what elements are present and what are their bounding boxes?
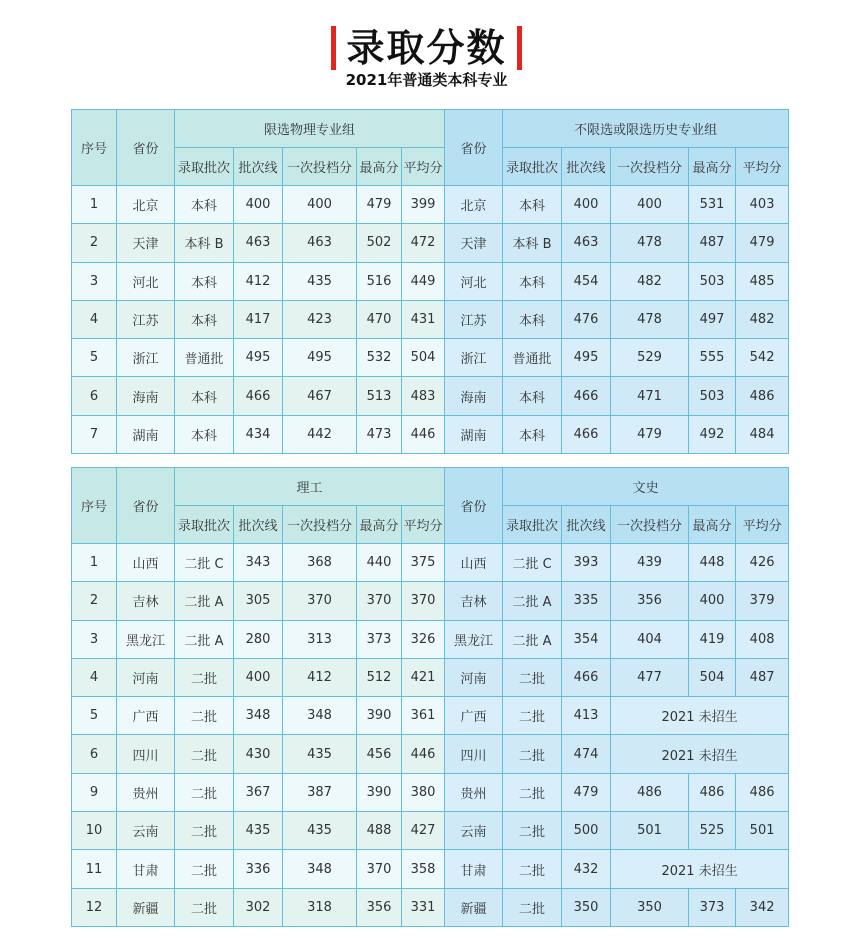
table-cell: 504 bbox=[689, 658, 736, 696]
table-cell: 501 bbox=[736, 812, 789, 850]
table-cell: 本科 bbox=[503, 186, 562, 224]
table-cell: 二批 bbox=[175, 773, 234, 811]
table-cell: 466 bbox=[562, 377, 611, 415]
table-cell: 本科 bbox=[503, 415, 562, 453]
table-cell: 本科 bbox=[175, 415, 234, 453]
table-cell: 本科 B bbox=[175, 224, 234, 262]
table-cell: 393 bbox=[562, 544, 611, 582]
table-row bbox=[72, 850, 789, 888]
table-cell: 361 bbox=[402, 697, 445, 735]
table-cell: 二批 bbox=[503, 773, 562, 811]
table-cell: 454 bbox=[562, 262, 611, 300]
header-subcolumn: 一次投档分 bbox=[283, 506, 357, 544]
header-province: 省份 bbox=[117, 468, 175, 544]
table-cell: 黑龙江 bbox=[445, 620, 503, 658]
table-cell: 487 bbox=[736, 658, 789, 696]
table-cell: 512 bbox=[357, 658, 402, 696]
table-cell: 二批 bbox=[175, 735, 234, 773]
header-subcolumn: 平均分 bbox=[402, 148, 445, 186]
table-cell: 356 bbox=[357, 888, 402, 926]
table-cell: 387 bbox=[283, 773, 357, 811]
table-cell: 497 bbox=[689, 300, 736, 338]
header-subrow bbox=[72, 148, 789, 186]
header-subcolumn: 平均分 bbox=[402, 506, 445, 544]
table-row bbox=[72, 773, 789, 811]
table-row bbox=[72, 224, 789, 262]
table-cell: 467 bbox=[283, 377, 357, 415]
table-cell: 370 bbox=[283, 582, 357, 620]
table-row bbox=[72, 544, 789, 582]
table-cell: 412 bbox=[283, 658, 357, 696]
header-subcolumn: 最高分 bbox=[689, 148, 736, 186]
header-group-right: 不限选或限选历史专业组 bbox=[503, 110, 789, 148]
table-cell: 466 bbox=[562, 658, 611, 696]
table-cell: 421 bbox=[402, 658, 445, 696]
table-cell: 二批 bbox=[175, 658, 234, 696]
table-cell: 472 bbox=[402, 224, 445, 262]
table-cell: 湖南 bbox=[117, 415, 175, 453]
header-row bbox=[72, 110, 789, 148]
table-cell: 413 bbox=[562, 697, 611, 735]
table-cell: 466 bbox=[234, 377, 283, 415]
table-cell: 400 bbox=[611, 186, 689, 224]
table-cell: 12 bbox=[72, 888, 117, 926]
table-cell: 本科 bbox=[503, 300, 562, 338]
header-subcolumn: 录取批次 bbox=[503, 506, 562, 544]
table-cell: 2 bbox=[72, 224, 117, 262]
table-cell: 485 bbox=[736, 262, 789, 300]
header-subcolumn: 最高分 bbox=[357, 148, 402, 186]
table-cell: 二批 A bbox=[175, 582, 234, 620]
page-title: 录取分数 bbox=[331, 26, 521, 70]
table-cell: 二批 C bbox=[503, 544, 562, 582]
table-cell: 442 bbox=[283, 415, 357, 453]
table-cell: 439 bbox=[611, 544, 689, 582]
title-wrap bbox=[0, 26, 853, 70]
table-cell: 404 bbox=[611, 620, 689, 658]
header-subcolumn: 录取批次 bbox=[503, 148, 562, 186]
header-subcolumn: 平均分 bbox=[736, 506, 789, 544]
table-cell: 356 bbox=[611, 582, 689, 620]
header-subcolumn: 最高分 bbox=[357, 506, 402, 544]
header-subcolumn: 批次线 bbox=[234, 148, 283, 186]
header-subcolumn: 批次线 bbox=[562, 148, 611, 186]
table-cell: 吉林 bbox=[445, 582, 503, 620]
table-cell-note: 2021 未招生 bbox=[611, 850, 789, 888]
table-cell: 435 bbox=[283, 735, 357, 773]
table-cell: 3 bbox=[72, 262, 117, 300]
table-cell: 488 bbox=[357, 812, 402, 850]
table-cell: 486 bbox=[689, 773, 736, 811]
table-cell: 二批 C bbox=[175, 544, 234, 582]
table-cell: 280 bbox=[234, 620, 283, 658]
table-cell: 400 bbox=[234, 658, 283, 696]
table-cell: 504 bbox=[402, 339, 445, 377]
table-cell: 二批 A bbox=[175, 620, 234, 658]
page-subtitle: 2021年普通类本科专业 bbox=[345, 71, 508, 89]
table-cell: 495 bbox=[562, 339, 611, 377]
table-cell: 本科 bbox=[503, 262, 562, 300]
table-cell: 380 bbox=[402, 773, 445, 811]
table-cell: 二批 A bbox=[503, 582, 562, 620]
table-cell: 463 bbox=[562, 224, 611, 262]
table-cell: 470 bbox=[357, 300, 402, 338]
table-cell: 四川 bbox=[445, 735, 503, 773]
table-cell: 448 bbox=[689, 544, 736, 582]
table-cell: 甘肃 bbox=[445, 850, 503, 888]
table-cell: 331 bbox=[402, 888, 445, 926]
table-cell: 350 bbox=[562, 888, 611, 926]
table-cell: 487 bbox=[689, 224, 736, 262]
table-cell-note: 2021 未招生 bbox=[611, 697, 789, 735]
table-cell: 天津 bbox=[445, 224, 503, 262]
table-cell: 479 bbox=[736, 224, 789, 262]
table-cell: 云南 bbox=[117, 812, 175, 850]
table-cell: 408 bbox=[736, 620, 789, 658]
table-cell: 370 bbox=[402, 582, 445, 620]
table-cell: 350 bbox=[611, 888, 689, 926]
table-cell: 广西 bbox=[445, 697, 503, 735]
table-cell: 368 bbox=[283, 544, 357, 582]
table-cell: 435 bbox=[283, 262, 357, 300]
header-subcolumn: 平均分 bbox=[736, 148, 789, 186]
table-cell: 336 bbox=[234, 850, 283, 888]
table-cell: 6 bbox=[72, 735, 117, 773]
table-cell: 湖南 bbox=[445, 415, 503, 453]
table-cell: 1 bbox=[72, 544, 117, 582]
table-cell: 354 bbox=[562, 620, 611, 658]
table-cell: 河北 bbox=[445, 262, 503, 300]
table-cell: 348 bbox=[283, 850, 357, 888]
table-cell: 478 bbox=[611, 300, 689, 338]
table-cell: 555 bbox=[689, 339, 736, 377]
table-cell: 5 bbox=[72, 697, 117, 735]
table-cell: 本科 bbox=[175, 300, 234, 338]
table-cell: 甘肃 bbox=[117, 850, 175, 888]
header-subcolumn: 一次投档分 bbox=[611, 506, 689, 544]
table-cell: 542 bbox=[736, 339, 789, 377]
table-cell: 7 bbox=[72, 415, 117, 453]
header-province: 省份 bbox=[445, 110, 503, 186]
table-cell: 浙江 bbox=[445, 339, 503, 377]
header-group-right: 文史 bbox=[503, 468, 789, 506]
table-cell: 3 bbox=[72, 620, 117, 658]
table-row bbox=[72, 888, 789, 926]
table-cell: 335 bbox=[562, 582, 611, 620]
table-row bbox=[72, 620, 789, 658]
header-province: 省份 bbox=[445, 468, 503, 544]
table-cell: 浙江 bbox=[117, 339, 175, 377]
table-cell: 492 bbox=[689, 415, 736, 453]
table-cell: 二批 bbox=[175, 812, 234, 850]
table-cell: 373 bbox=[357, 620, 402, 658]
table-cell: 二批 bbox=[503, 697, 562, 735]
table-cell: 河南 bbox=[117, 658, 175, 696]
table-cell: 普通批 bbox=[175, 339, 234, 377]
table-cell: 广西 bbox=[117, 697, 175, 735]
header-group-left: 限选物理专业组 bbox=[175, 110, 445, 148]
table-cell: 426 bbox=[736, 544, 789, 582]
table-cell: 412 bbox=[234, 262, 283, 300]
table-row bbox=[72, 262, 789, 300]
table-cell: 419 bbox=[689, 620, 736, 658]
table-cell: 463 bbox=[283, 224, 357, 262]
table-cell: 478 bbox=[611, 224, 689, 262]
header-subcolumn: 最高分 bbox=[689, 506, 736, 544]
table-cell: 400 bbox=[689, 582, 736, 620]
table-cell: 本科 bbox=[175, 186, 234, 224]
table-cell: 5 bbox=[72, 339, 117, 377]
table-cell: 503 bbox=[689, 377, 736, 415]
table-cell: 本科 bbox=[503, 377, 562, 415]
table-cell: 482 bbox=[736, 300, 789, 338]
table-row bbox=[72, 186, 789, 224]
table-cell: 432 bbox=[562, 850, 611, 888]
table-cell: 江苏 bbox=[445, 300, 503, 338]
table-cell: 河南 bbox=[445, 658, 503, 696]
header-province: 省份 bbox=[117, 110, 175, 186]
header-subcolumn: 一次投档分 bbox=[283, 148, 357, 186]
table-cell: 375 bbox=[402, 544, 445, 582]
table-row bbox=[72, 812, 789, 850]
table-cell: 495 bbox=[234, 339, 283, 377]
table-cell: 501 bbox=[611, 812, 689, 850]
table-cell: 463 bbox=[234, 224, 283, 262]
table-cell: 431 bbox=[402, 300, 445, 338]
table-cell: 4 bbox=[72, 658, 117, 696]
header-group-left: 理工 bbox=[175, 468, 445, 506]
table-cell: 二批 bbox=[503, 850, 562, 888]
table-row bbox=[72, 582, 789, 620]
table-cell: 313 bbox=[283, 620, 357, 658]
table-cell: 二批 bbox=[175, 697, 234, 735]
table-cell: 358 bbox=[402, 850, 445, 888]
table-cell: 北京 bbox=[117, 186, 175, 224]
table-cell: 477 bbox=[611, 658, 689, 696]
table-cell: 529 bbox=[611, 339, 689, 377]
table-cell: 二批 bbox=[503, 812, 562, 850]
table-cell: 525 bbox=[689, 812, 736, 850]
table-cell: 302 bbox=[234, 888, 283, 926]
header-subcolumn: 批次线 bbox=[562, 506, 611, 544]
table-cell: 343 bbox=[234, 544, 283, 582]
table-cell: 482 bbox=[611, 262, 689, 300]
table-cell: 342 bbox=[736, 888, 789, 926]
table-cell: 318 bbox=[283, 888, 357, 926]
table-cell: 403 bbox=[736, 186, 789, 224]
table-cell: 474 bbox=[562, 735, 611, 773]
table-cell: 486 bbox=[736, 377, 789, 415]
table-cell: 500 bbox=[562, 812, 611, 850]
table-cell: 503 bbox=[689, 262, 736, 300]
table-cell: 466 bbox=[562, 415, 611, 453]
table-cell: 479 bbox=[611, 415, 689, 453]
table-cell: 348 bbox=[283, 697, 357, 735]
header-subrow bbox=[72, 506, 789, 544]
table-cell: 二批 bbox=[503, 735, 562, 773]
header-subcolumn: 批次线 bbox=[234, 506, 283, 544]
table-cell: 399 bbox=[402, 186, 445, 224]
score-table-physics-history bbox=[71, 109, 789, 454]
header-index: 序号 bbox=[72, 468, 117, 544]
table-cell: 新疆 bbox=[117, 888, 175, 926]
table-cell: 373 bbox=[689, 888, 736, 926]
table-cell: 435 bbox=[283, 812, 357, 850]
table-cell: 440 bbox=[357, 544, 402, 582]
table-cell: 普通批 bbox=[503, 339, 562, 377]
table-cell: 贵州 bbox=[445, 773, 503, 811]
table-cell: 532 bbox=[357, 339, 402, 377]
header-subcolumn: 一次投档分 bbox=[611, 148, 689, 186]
table-cell: 390 bbox=[357, 773, 402, 811]
table-cell: 417 bbox=[234, 300, 283, 338]
table-cell: 海南 bbox=[117, 377, 175, 415]
header-subcolumn: 录取批次 bbox=[175, 148, 234, 186]
table-cell: 400 bbox=[234, 186, 283, 224]
table-row bbox=[72, 377, 789, 415]
table-cell: 10 bbox=[72, 812, 117, 850]
table-cell: 四川 bbox=[117, 735, 175, 773]
table-cell: 4 bbox=[72, 300, 117, 338]
table-cell: 513 bbox=[357, 377, 402, 415]
table-cell: 423 bbox=[283, 300, 357, 338]
table-cell: 471 bbox=[611, 377, 689, 415]
table-cell: 吉林 bbox=[117, 582, 175, 620]
table-cell: 427 bbox=[402, 812, 445, 850]
table-cell: 370 bbox=[357, 582, 402, 620]
table-cell: 367 bbox=[234, 773, 283, 811]
table-cell: 483 bbox=[402, 377, 445, 415]
table-row bbox=[72, 300, 789, 338]
table-cell: 黑龙江 bbox=[117, 620, 175, 658]
table-cell: 476 bbox=[562, 300, 611, 338]
table-cell: 456 bbox=[357, 735, 402, 773]
table-cell: 446 bbox=[402, 735, 445, 773]
table-cell: 379 bbox=[736, 582, 789, 620]
table-cell: 305 bbox=[234, 582, 283, 620]
table-cell: 山西 bbox=[445, 544, 503, 582]
table-cell: 海南 bbox=[445, 377, 503, 415]
table-row bbox=[72, 415, 789, 453]
table-cell: 486 bbox=[611, 773, 689, 811]
table-cell: 473 bbox=[357, 415, 402, 453]
table-cell: 河北 bbox=[117, 262, 175, 300]
table-cell: 531 bbox=[689, 186, 736, 224]
table-cell: 326 bbox=[402, 620, 445, 658]
table-row bbox=[72, 658, 789, 696]
table-cell: 390 bbox=[357, 697, 402, 735]
table-cell-note: 2021 未招生 bbox=[611, 735, 789, 773]
header-index: 序号 bbox=[72, 110, 117, 186]
table-cell: 516 bbox=[357, 262, 402, 300]
table-cell: 400 bbox=[283, 186, 357, 224]
table-cell: 二批 bbox=[503, 888, 562, 926]
table-cell: 本科 bbox=[175, 377, 234, 415]
table-cell: 446 bbox=[402, 415, 445, 453]
table-cell: 370 bbox=[357, 850, 402, 888]
table-cell: 502 bbox=[357, 224, 402, 262]
score-table-science-arts bbox=[71, 467, 789, 927]
table-cell: 贵州 bbox=[117, 773, 175, 811]
header-row bbox=[72, 468, 789, 506]
table-cell: 9 bbox=[72, 773, 117, 811]
table-cell: 天津 bbox=[117, 224, 175, 262]
table-cell: 北京 bbox=[445, 186, 503, 224]
table-cell: 二批 A bbox=[503, 620, 562, 658]
table-cell: 486 bbox=[736, 773, 789, 811]
table-cell: 479 bbox=[357, 186, 402, 224]
table-cell: 2 bbox=[72, 582, 117, 620]
table-cell: 400 bbox=[562, 186, 611, 224]
table-cell: 449 bbox=[402, 262, 445, 300]
table-cell: 本科 B bbox=[503, 224, 562, 262]
table-cell: 495 bbox=[283, 339, 357, 377]
table-cell: 434 bbox=[234, 415, 283, 453]
table-row bbox=[72, 339, 789, 377]
table-cell: 二批 bbox=[503, 658, 562, 696]
table-cell: 11 bbox=[72, 850, 117, 888]
table-cell: 新疆 bbox=[445, 888, 503, 926]
table-cell: 1 bbox=[72, 186, 117, 224]
table-cell: 435 bbox=[234, 812, 283, 850]
table-cell: 本科 bbox=[175, 262, 234, 300]
table-cell: 430 bbox=[234, 735, 283, 773]
table-row bbox=[72, 697, 789, 735]
table-cell: 348 bbox=[234, 697, 283, 735]
table-cell: 山西 bbox=[117, 544, 175, 582]
header-subcolumn: 录取批次 bbox=[175, 506, 234, 544]
table-cell: 二批 bbox=[175, 850, 234, 888]
table-cell: 二批 bbox=[175, 888, 234, 926]
table-row bbox=[72, 735, 789, 773]
table-cell: 云南 bbox=[445, 812, 503, 850]
table-cell: 484 bbox=[736, 415, 789, 453]
table-cell: 6 bbox=[72, 377, 117, 415]
table-cell: 江苏 bbox=[117, 300, 175, 338]
table-cell: 479 bbox=[562, 773, 611, 811]
